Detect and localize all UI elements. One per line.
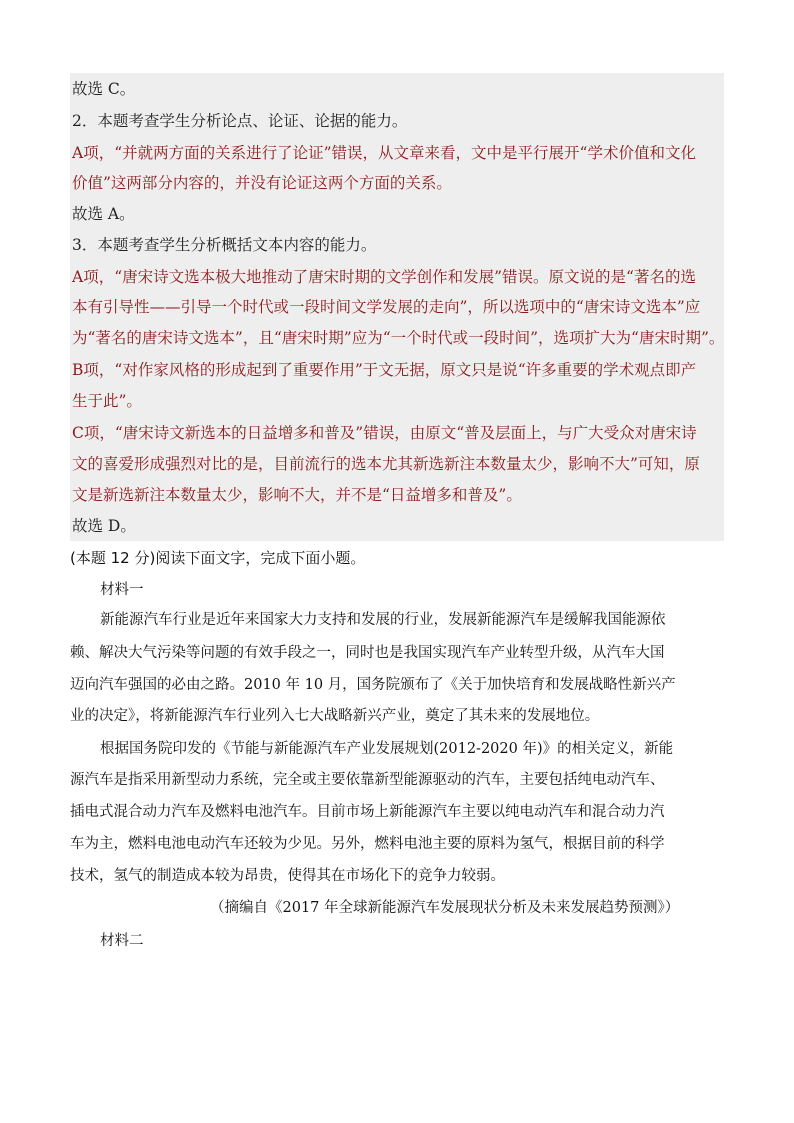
answer-line: A项，“唐宋诗文选本极大地推动了唐宋时期的文学创作和发展”错误。原文说的是“著名的选 bbox=[72, 268, 696, 286]
answer-line: 价值”这两部分内容的，并没有论证这两个方面的关系。 bbox=[72, 174, 452, 192]
answer-line: 2．本题考查学生分析论点、论证、论据的能力。 bbox=[72, 112, 408, 130]
answer-line: 本有引导性——引导一个时代或一段时间文学发展的走向”，所以选项中的“唐宋诗文选本”应 bbox=[72, 298, 701, 316]
passage-line: 技术，氢气的制造成本较为昂贵，使得其在市场化下的竞争力较弱。 bbox=[70, 868, 505, 884]
answer-line: 故选 A。 bbox=[72, 205, 135, 223]
answer-line: 文的喜爱形成强烈对比的是，目前流行的选本尤其新选新注本数量太少，影响不大”可知，原 bbox=[72, 455, 700, 473]
passage-line: 赖、解决大气污染等问题的有效手段之一，同时也是我国实现汽车产业转型升级，从汽车大国 bbox=[70, 645, 665, 661]
answer-line: C项，“唐宋诗文新选本的日益增多和普及”错误，由原文“普及层面上，与广大受众对唐宋诗 bbox=[72, 424, 697, 442]
passage-line: 业的决定》，将新能源汽车行业列入七大战略新兴产业，奠定了其未来的发展地位。 bbox=[70, 708, 600, 724]
passage-line: 车为主，燃料电池电动汽车还较为少见。另外，燃料电池主要的原料为氢气，根据目前的科学 bbox=[70, 836, 665, 852]
answer-line: 故选 D。 bbox=[72, 517, 136, 535]
passage-line: 源汽车是指采用新型动力系统，完全或主要依靠新型能源驱动的汽车，主要包括纯电动汽车、 bbox=[70, 772, 665, 788]
answer-line: A项，“并就两方面的关系进行了论证”错误，从文章来看，文中是平行展开“学术价值和文化 bbox=[72, 144, 696, 162]
answer-line: B项，“对作家风格的形成起到了重要作用”于文无据，原文只是说“许多重要的学术观点即产 bbox=[72, 361, 697, 379]
answer-line: 为“著名的唐宋诗文选本”，且“唐宋时期”应为“一个时代或一段时间”，选项扩大为“唐宋时期”。 bbox=[72, 329, 725, 347]
answer-line: 3．本题考查学生分析概括文本内容的能力。 bbox=[72, 236, 377, 254]
answer-line: 文是新选新注本数量太少，影响不大，并不是“日益增多和普及”。 bbox=[72, 486, 522, 504]
passage-line: 迈向汽车强国的必由之路。2010 年 10 月，国务院颁布了《关于加快培育和发展战略性新兴产 bbox=[70, 677, 676, 693]
answer-line: 生于此”。 bbox=[72, 392, 142, 410]
material1-source: （摘编自《2017 年全球新能源汽车发展现状分析及未来发展趋势预测》） bbox=[210, 900, 680, 916]
material1-label: 材料一 bbox=[100, 582, 144, 598]
question-intro: (本题 12 分)阅读下面文字，完成下面小题。 bbox=[70, 549, 366, 567]
passage-line: 根据国务院印发的《节能与新能源汽车产业发展规划(2012-2020 年)》的相关定义，新能 bbox=[100, 741, 674, 757]
passage-line: 新能源汽车行业是近年来国家大力支持和发展的行业，发展新能源汽车是缓解我国能源依 bbox=[100, 612, 666, 628]
material2-label: 材料二 bbox=[100, 933, 144, 949]
answer-line: 故选 C。 bbox=[72, 80, 136, 98]
passage-line: 插电式混合动力汽车及燃料电池汽车。目前市场上新能源汽车主要以纯电动汽车和混合动力汽 bbox=[70, 804, 665, 820]
